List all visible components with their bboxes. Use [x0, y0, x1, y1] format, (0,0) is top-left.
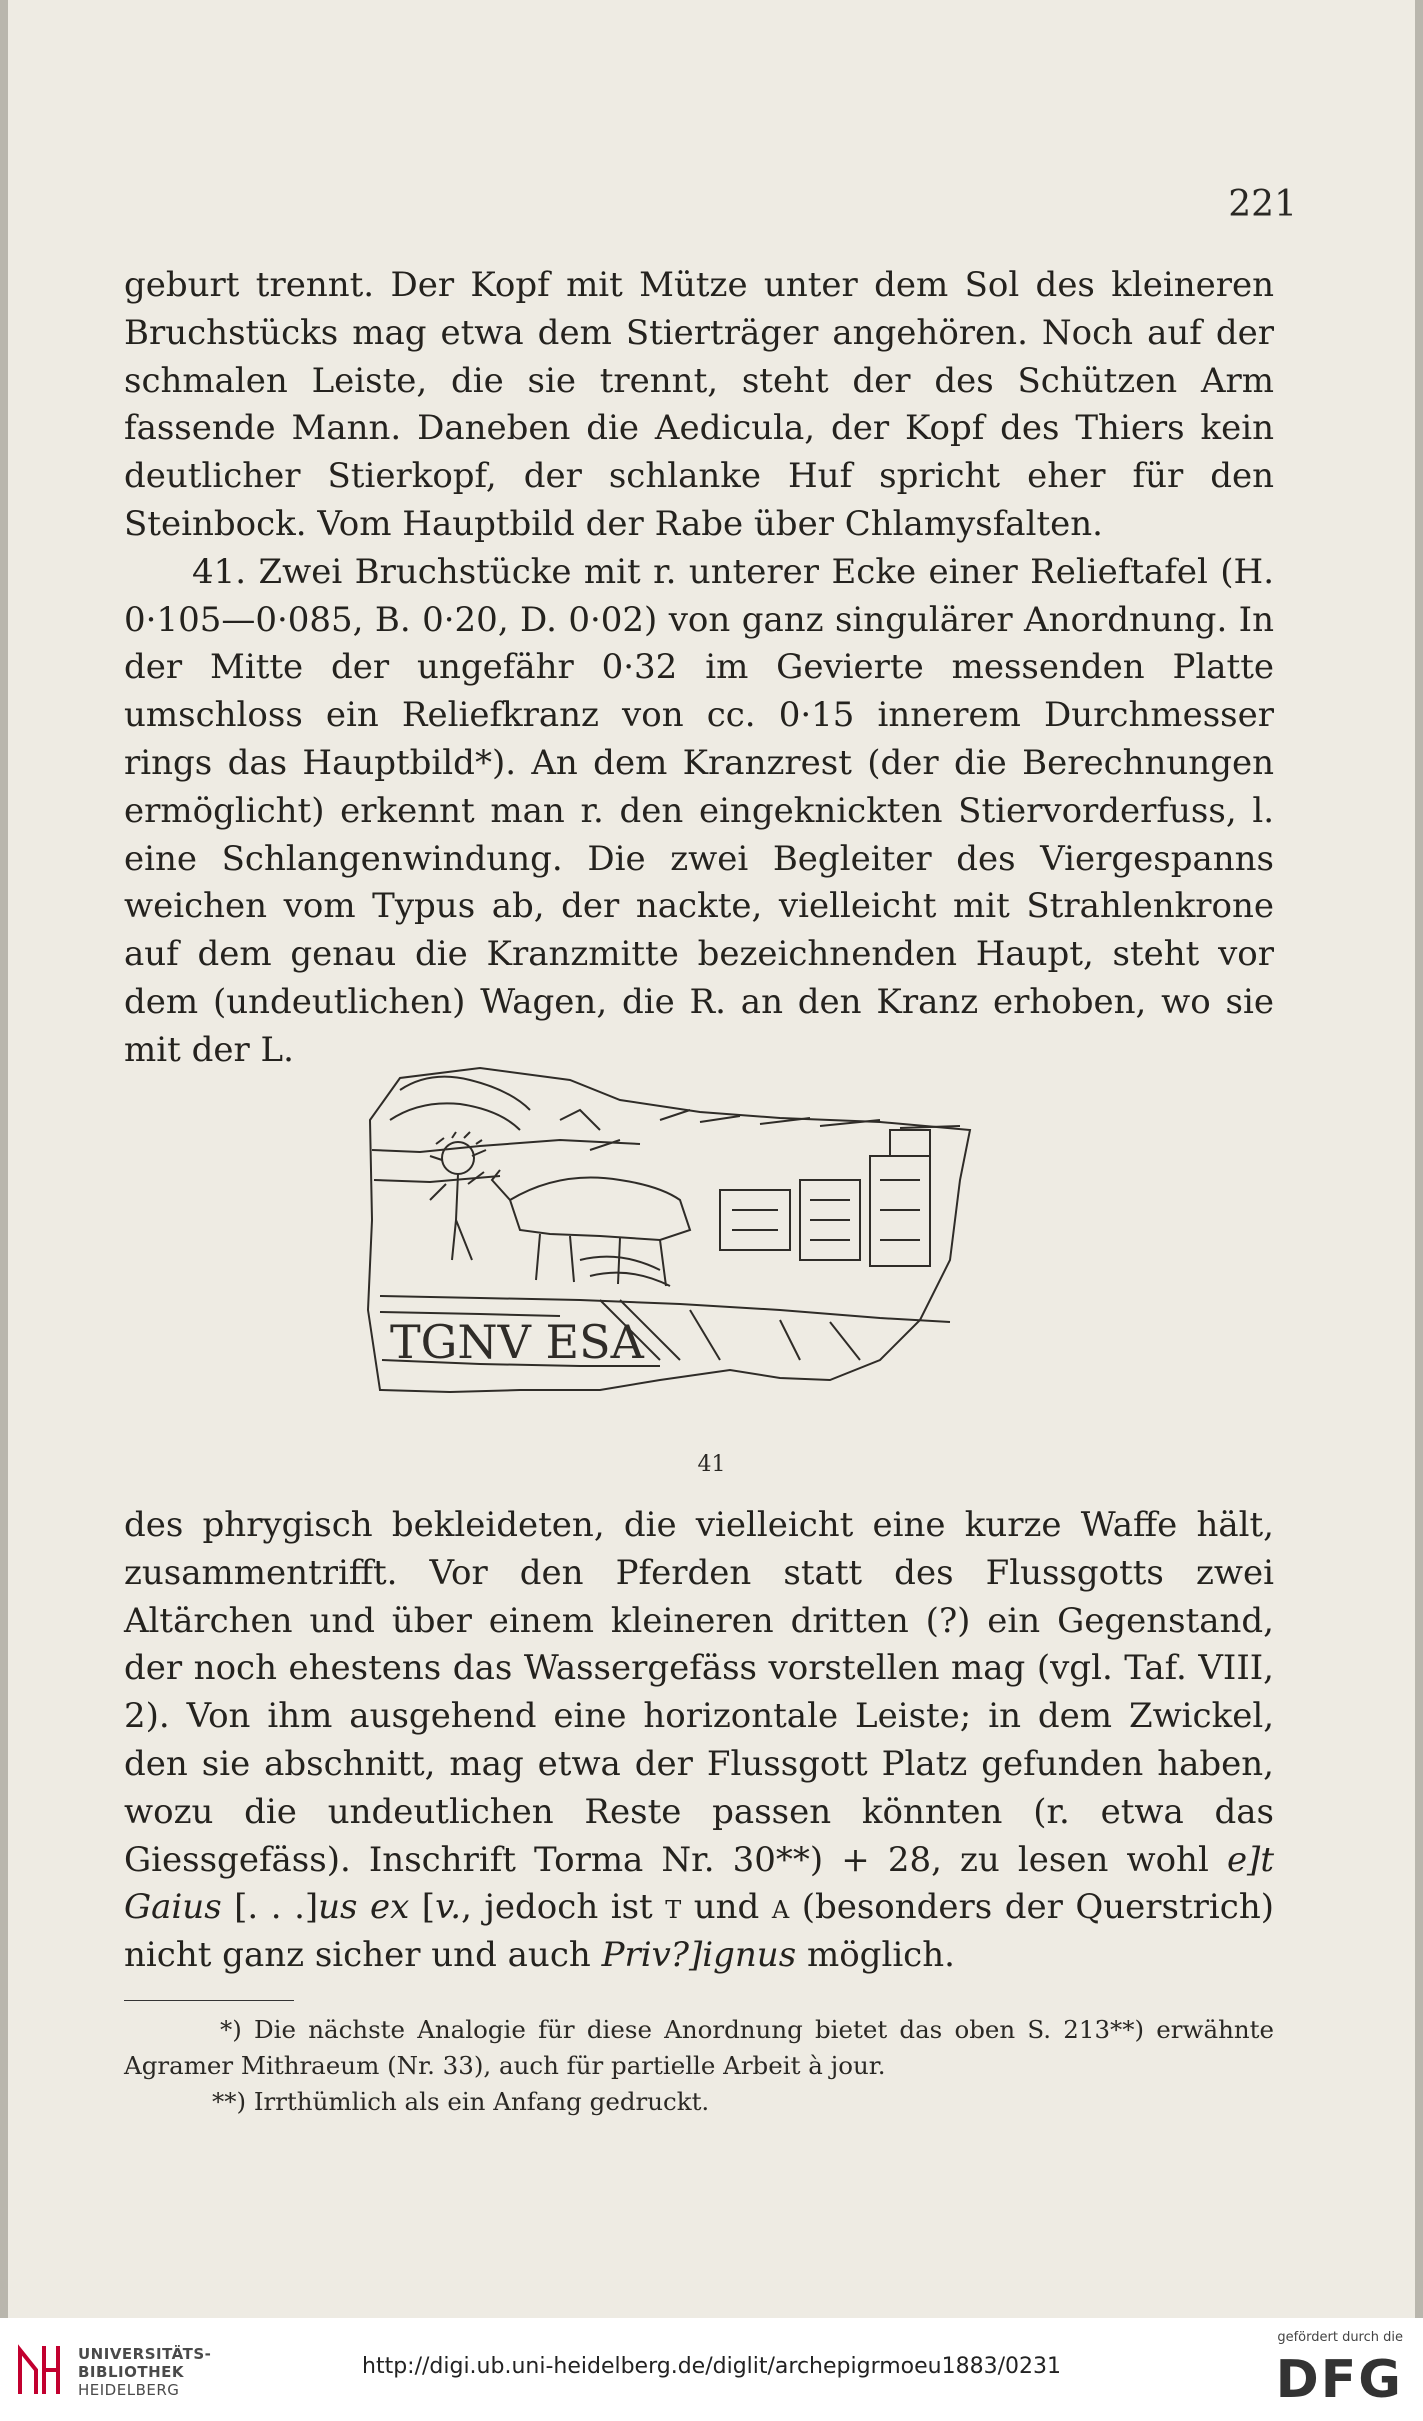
italic-run: e]t Gaius — [124, 1839, 1274, 1928]
page-url-link[interactable]: http://digi.ub.uni-heidelberg.de/diglit/archepigrmoeu1883/0231 — [362, 2354, 1061, 2379]
text-run: , jedoch ist — [461, 1887, 666, 1928]
paragraph — [124, 1502, 1274, 1980]
text-run: (besonders der Querstrich) nicht ganz sicher und auch — [124, 1887, 1274, 1976]
small-caps-letter: a — [771, 1887, 790, 1928]
italic-run: v. — [435, 1887, 462, 1928]
footnote-rule — [124, 2000, 294, 2001]
body-text-bottom — [124, 1502, 1274, 1980]
figure-caption: 41 — [697, 1452, 726, 1477]
body-text-top — [124, 262, 1274, 1075]
viewer-footer-bar — [0, 2318, 1423, 2421]
italic-run: us ex — [318, 1887, 410, 1928]
page-number: 221 — [1228, 184, 1297, 225]
text-run: des phrygisch bekleideten, die vielleicht eine kurze Waffe hält, zusammentrifft. Vor den Pferden statt des Flussgotts zwei Altärchen und über einem kleineren dritten (?) ein Gegenstand, der noch ehestens das Wassergefäss vorstellen mag (vgl. Taf. VIII, 2). Von ihm ausgehend eine horizontale Leiste; in dem Zwickel, den sie abschnitt, mag etwa der Flussgott Platz gefunden haben, wozu die undeutlichen Reste passen könnten (r. etwa das Giessgefäss). Inschrift Torma Nr. 30**) + 28, zu lesen wohl — [124, 1505, 1274, 1880]
italic-run: Priv?]ignus — [601, 1935, 797, 1976]
funding-note: gefördert durch die — [1277, 2330, 1403, 2345]
footnote: *) Die nächste Analogie für diese Anordnung bietet das oben S. 213**) erwähnte Agramer Mithraeum (Nr. 33), auch für partielle Arbeit à jour. — [124, 2015, 1274, 2080]
library-name-line: HEIDELBERG — [78, 2381, 180, 2399]
library-name-line: BIBLIOTHEK — [78, 2363, 184, 2381]
small-caps-letter: t — [665, 1887, 682, 1928]
text-run: [ — [409, 1887, 436, 1928]
text-run: und — [681, 1887, 772, 1928]
library-name-line: UNIVERSITÄTS- — [78, 2345, 212, 2363]
scanned-page — [8, 0, 1415, 2318]
paragraph: geburt trennt. Der Kopf mit Mütze unter dem Sol des kleineren Bruchstücks mag etwa dem Stierträger angehören. Noch auf der schmalen Leiste, die sie trennt, steht der des Schützen Arm fassende Mann. Daneben die Aedicula, der Kopf des Thiers kein deutlicher Stierkopf, der schlanke Huf spricht eher für den Steinbock. Vom Hauptbild der Rabe über Chlamysfalten. — [124, 265, 1274, 544]
inscription-text: TGNV ESA — [390, 1315, 644, 1369]
footnotes — [124, 2012, 1274, 2120]
relief-fragment-drawing — [360, 1060, 990, 1440]
text-run: möglich. — [796, 1935, 955, 1976]
footnote: **) Irrthümlich als ein Anfang gedruckt. — [212, 2087, 710, 2116]
paragraph: 41. Zwei Bruchstücke mit r. unterer Ecke einer Relieftafel (H. 0·105—0·085, B. 0·20, D. 0·02) von ganz singulärer Anordnung. In der Mitte der ungefähr 0·32 im Gevierte messenden Platte umschloss ein Reliefkranz von cc. 0·15 innerem Durchmesser rings das Hauptbild*). An dem Kranzrest (der die Berechnungen ermöglicht) erkennt man r. den eingeknickten Stiervorderfuss, l. eine Schlangenwindung. Die zwei Begleiter des Viergespanns weichen vom Typus ab, der nackte, vielleicht mit Strahlenkrone auf dem genau die Kranzmitte bezeichnenden Haupt, steht vor dem (undeutlichen) Wagen, die R. an den Kranz erhoben, wo sie mit der L. — [124, 551, 1274, 1070]
text-run: [. . .] — [221, 1887, 319, 1928]
dfg-logo[interactable]: DFG — [1275, 2350, 1403, 2410]
